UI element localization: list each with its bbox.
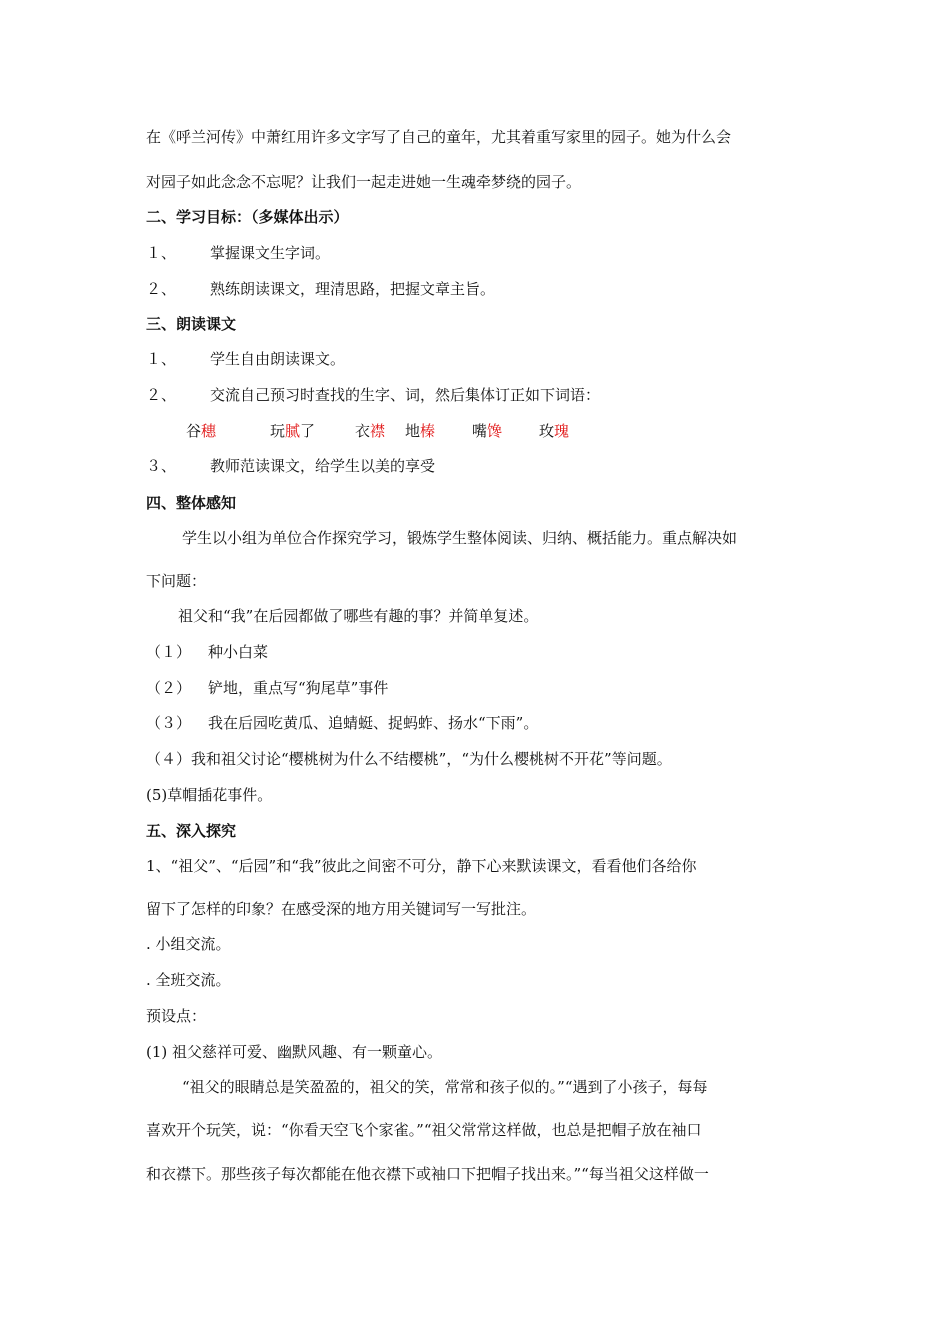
- section-5-step-2: . 全班交流。: [146, 971, 231, 989]
- item-number: （２）: [146, 679, 192, 697]
- item-text: 学生自由朗读课文。: [210, 350, 346, 368]
- item-number: １、: [146, 350, 177, 368]
- section-4-item-5: [146, 785, 272, 805]
- section-5-heading: 五、深入探究: [146, 822, 237, 840]
- item-text: 我在后园吃黄瓜、追蜻蜓、捉蚂蚱、扬水“下雨”。: [208, 714, 539, 732]
- intro-line-2: 对园子如此念念不忘呢？让我们一起走进她一生魂牵梦绕的园子。: [146, 173, 582, 191]
- vocab-word: 玩腻了: [270, 422, 316, 440]
- item-number: （４）: [146, 750, 192, 768]
- section-4-item-1: [146, 642, 268, 662]
- item-text: 熟练朗读课文，理清思路，把握文章主旨。: [210, 280, 496, 298]
- item-number: １、: [146, 244, 177, 262]
- item-text: 我和祖父讨论“樱桃树为什么不结樱桃”，“为什么樱桃树不开花”等问题。: [191, 750, 672, 768]
- item-number: ３、: [146, 457, 177, 475]
- quote-line-3: 和衣襟下。那些孩子每次都能在他衣襟下或袖口下把帽子找出来。”“每当祖父这样做一: [146, 1165, 709, 1183]
- quote-line-2: 喜欢开个玩笑，说：“你看天空飞个家雀。”“祖父常常这样做，也总是把帽子放在袖口: [146, 1121, 702, 1139]
- section-4-item-3: [146, 713, 538, 733]
- item-number: ２、: [146, 280, 177, 298]
- section-5-paragraph-1-cont: 留下了怎样的印象？在感受深的地方用关键词写一写批注。: [146, 900, 537, 918]
- section-5-preset: 预设点：: [146, 1007, 207, 1025]
- section-5-paragraph-1: 1、“祖父”、“后园”和“我”彼此之间密不可分，静下心来默读课文，看看他们各给你: [146, 857, 697, 875]
- vocab-word: 谷穗: [186, 422, 217, 440]
- item-number: ２、: [146, 386, 177, 404]
- intro-line-1: 在《呼兰河传》中萧红用许多文字写了自己的童年，尤其着重写家里的园子。她为什么会: [146, 128, 732, 146]
- section-3-item-2: [146, 385, 600, 405]
- item-number: (5): [146, 786, 168, 804]
- item-text: 交流自己预习时查找的生字、词，然后集体订正如下词语：: [210, 386, 601, 404]
- item-number: （３）: [146, 714, 192, 732]
- section-3-heading: 三、朗读课文: [146, 315, 237, 333]
- vocab-word: 玫瑰: [539, 422, 570, 440]
- section-4-item-4: [146, 749, 672, 769]
- item-text: 掌握课文生字词。: [210, 244, 331, 262]
- section-4-paragraph-cont: 下问题：: [146, 572, 207, 590]
- section-3-item-3: [146, 456, 435, 476]
- section-5-step-1: . 小组交流。: [146, 935, 231, 953]
- item-number: （１）: [146, 643, 192, 661]
- section-2-item-2: [146, 279, 495, 299]
- section-4-question: 祖父和“我”在后园都做了哪些有趣的事？并简单复述。: [178, 607, 539, 625]
- section-2-heading: 二、学习目标：（多媒体出示）: [146, 208, 349, 226]
- section-3-item-1: [146, 349, 345, 369]
- section-4-heading: 四、整体感知: [146, 494, 237, 512]
- section-5-point-1: (1) 祖父慈祥可爱、幽默风趣、有一颗童心。: [146, 1043, 443, 1061]
- vocab-word: 衣襟: [355, 422, 386, 440]
- section-2-item-1: [146, 243, 330, 263]
- vocab-word: 地榛: [405, 422, 436, 440]
- quote-line-1: “祖父的眼睛总是笑盈盈的，祖父的笑，常常和孩子似的。”“遇到了小孩子，每每: [182, 1078, 708, 1096]
- item-text: 铲地，重点写“狗尾草”事件: [208, 679, 389, 697]
- vocab-word: 嘴馋: [472, 422, 503, 440]
- item-text: 教师范读课文，给学生以美的享受: [210, 457, 436, 475]
- item-text: 种小白菜: [208, 643, 269, 661]
- item-text: 草帽插花事件。: [167, 786, 273, 804]
- section-4-paragraph: 学生以小组为单位合作探究学习，锻炼学生整体阅读、归纳、概括能力。重点解决如: [182, 529, 738, 547]
- vocab-list: [0, 420, 950, 440]
- section-4-item-2: [146, 678, 388, 698]
